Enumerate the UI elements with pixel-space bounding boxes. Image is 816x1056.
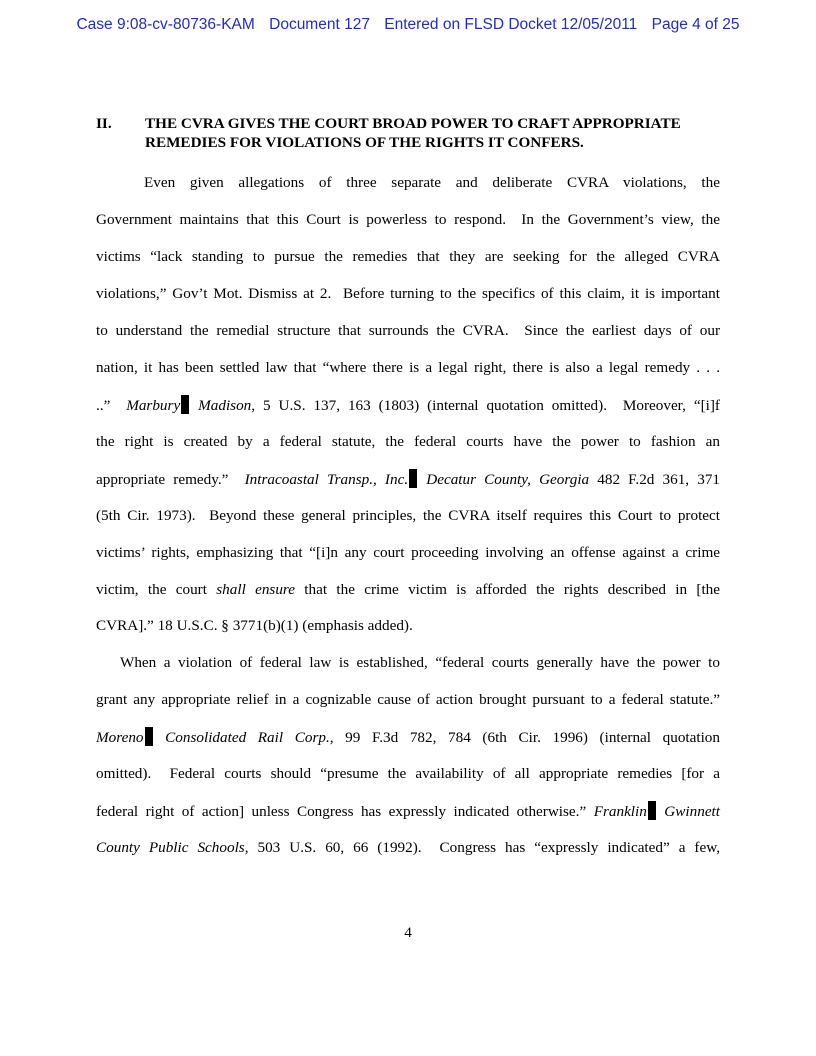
italic-text: Gwinnett (656, 803, 720, 820)
text-line (96, 506, 720, 526)
section-number: II. (96, 115, 112, 132)
page-number: 4 (404, 924, 412, 941)
entered-date: Entered on FLSD Docket 12/05/2011 (384, 16, 638, 33)
italic-text: Intracoastal Transp., Inc. (244, 471, 409, 488)
section-heading (96, 114, 720, 152)
text-segment: victims “lack standing to pursue the remedies that they are seeking for the alleged CVRA (96, 248, 720, 265)
text-segment: to understand the remedial structure that surrounds the CVRA. Since the earliest days of our (96, 322, 720, 339)
text-segment: 482 F.2d 361, 371 (589, 471, 721, 488)
text-line (96, 284, 720, 304)
text-segment: the right is created by a federal statute, the federal courts have the power to fashion an (96, 433, 720, 450)
text-segment: , 99 F.3d 782, 784 (6th Cir. 1996) (internal quotation (329, 729, 720, 746)
text-line (96, 395, 720, 415)
text-segment: CVRA].” 18 U.S.C. § 3771(b)(1) (emphasis added). (96, 617, 413, 634)
docket-header (0, 16, 816, 34)
text-line (96, 727, 720, 747)
text-line (144, 173, 720, 193)
text-segment: federal right of action] unless Congress has expressly indicated otherwise.” (96, 803, 594, 820)
italic-text: County Public Schools, (96, 839, 249, 856)
text-segment: Government maintains that this Court is powerless to respond. In the Government’s view, the (96, 211, 720, 228)
case-number: Case 9:08-cv-80736-KAM (76, 16, 255, 33)
italic-text: Decatur County, Georgia (418, 471, 590, 488)
text-line (96, 838, 720, 858)
text-line (96, 358, 720, 378)
italic-text: Consolidated Rail Corp. (153, 729, 330, 746)
text-line (96, 764, 720, 784)
document-number: Document 127 (269, 16, 370, 33)
text-line (96, 690, 720, 710)
text-line (96, 580, 720, 600)
text-line (96, 543, 720, 563)
text-segment: , 5 U.S. 137, 163 (1803) (internal quotation omitted). Moreover, “[i]f (251, 397, 720, 414)
section-title: THE CVRA GIVES THE COURT BROAD POWER TO CRAFT APPROPRIATE REMEDIES FOR VIOLATIONS OF THE RIGHTS IT CONFERS. (145, 115, 681, 151)
italic-text: shall ensure (216, 581, 296, 598)
text-segment: When a violation of federal law is established, “federal courts generally have the power to (120, 654, 720, 671)
text-segment: (5th Cir. 1973). Beyond these general principles, the CVRA itself requires this Court to protect (96, 507, 720, 524)
text-line (96, 247, 720, 267)
redaction-mark (648, 801, 656, 820)
text-line (120, 653, 720, 673)
page-indicator: Page 4 of 25 (651, 16, 740, 33)
text-segment: violations,” Gov’t Mot. Dismiss at 2. Before turning to the specifics of this claim, it is important (96, 285, 720, 302)
text-segment: omitted). Federal courts should “presume the availability of all appropriate remedies [for a (96, 765, 720, 782)
text-segment: 503 U.S. 60, 66 (1992). Congress has “expressly indicated” a few, (248, 839, 720, 856)
text-line (96, 432, 720, 452)
text-line (96, 210, 720, 230)
italic-text: Franklin (593, 803, 647, 820)
text-line (96, 321, 720, 341)
text-line (96, 801, 720, 821)
text-segment: ..” (96, 397, 127, 414)
text-segment: appropriate remedy.” (96, 471, 245, 488)
text-segment: that the crime victim is afforded the rights described in [the (295, 581, 720, 598)
italic-text: Madison (190, 397, 252, 414)
text-segment: victim, the court (96, 581, 217, 598)
redaction-mark (181, 395, 189, 414)
text-segment: Even given allegations of three separate and deliberate CVRA violations, the (144, 174, 720, 191)
redaction-mark (145, 727, 153, 746)
text-segment: nation, it has been settled law that “where there is a legal right, there is also a legal remedy . . . (96, 359, 720, 376)
italic-text: Moreno (96, 729, 144, 746)
italic-text: Marbury (126, 397, 181, 414)
text-segment: victims’ rights, emphasizing that “[i]n any court proceeding involving an offense against a crime (96, 544, 720, 561)
text-line (96, 469, 720, 489)
text-segment: grant any appropriate relief in a cognizable cause of action brought pursuant to a federal statute.” (96, 691, 720, 708)
text-line (96, 616, 720, 636)
redaction-mark (409, 469, 417, 488)
